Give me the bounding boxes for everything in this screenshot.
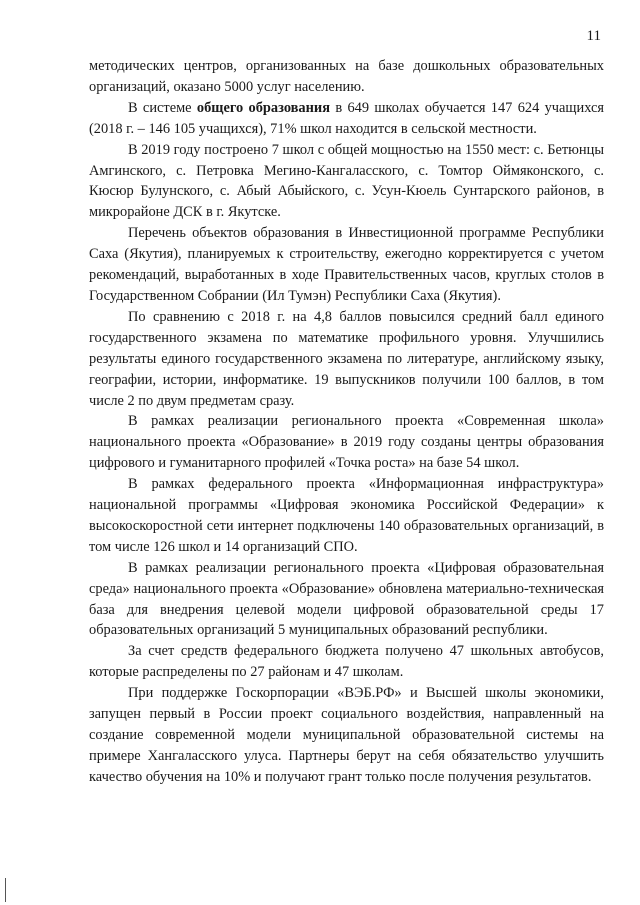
paragraph-exam-results: По сравнению с 2018 г. на 4,8 баллов повысился средний балл единого государственного экзамена по математике профильного уровня. Улучшились результаты единого государственного экзамена по литературе, английскому языку, географии, истории, информатике. 19 выпускников получили 100 баллов, в том числе 2 по двум предметам сразу. bbox=[89, 308, 604, 409]
paragraph-general-education-pre: В системе bbox=[128, 99, 197, 116]
document-body bbox=[89, 56, 604, 788]
paragraph-investment-program: Перечень объектов образования в Инвестиционной программе Республики Саха (Якутия), планируемых к строительству, ежегодно корректируется с учетом рекомендаций, выработанных в ходе Правительственных часов, круглых столов в Государственном Собрании (Ил Тумэн) Республики Саха (Якутия). bbox=[89, 225, 604, 304]
paragraph-preschool-services: методических центров, организованных на базе дошкольных образовательных организаций, оказано 5000 услуг населению. bbox=[89, 58, 604, 95]
paragraph-schools-built: В 2019 году построено 7 школ с общей мощностью на 1550 мест: с. Бетюнцы Амгинского, с. Петровка Мегино-Кангаласского, с. Томтор Оймяконского, с. Кюсюр Булунского, с. Абый Абыйского, с. Усун-Кюель Сунтарского районов, в микрорайоне ДСК в г. Якутске. bbox=[89, 141, 604, 221]
paragraph-school-buses: За счет средств федерального бюджета получено 47 школьных автобусов, которые распределены по 27 районам и 47 школам. bbox=[89, 643, 604, 681]
paragraph-digital-environment: В рамках реализации регионального проекта «Цифровая образовательная среда» национального проекта «Образование» обновлена материально-техническая база для внедрения целевой модели цифровой образовательной среды 17 образовательных организаций 5 муниципальных образований республики. bbox=[89, 559, 604, 639]
paragraph-social-impact-project: При поддержке Госкорпорации «ВЭБ.РФ» и Высшей школы экономики, запущен первый в России проект социального воздействия, направленный на создание современной модели муниципальной образовательной системы на примере Хангаласского улуса. Партнеры берут на себя обязательство улучшить качество обучения на 10% и получают грант только после получения результатов. bbox=[89, 685, 604, 785]
paragraph-general-education bbox=[89, 98, 604, 140]
page-number: 11 bbox=[586, 28, 601, 44]
scan-margin-mark bbox=[5, 878, 6, 902]
paragraph-info-infrastructure: В рамках федерального проекта «Информационная инфраструктура» национальной программы «Цифровая экономика Российской Федерации» к высокоскоростной сети интернет подключены 140 образовательных организаций, в том числе 126 школ и 14 организаций СПО. bbox=[89, 476, 604, 555]
paragraph-modern-school: В рамках реализации регионального проекта «Современная школа» национального проекта «Образование» в 2019 году созданы центры образования цифрового и гуманитарного профилей «Точка роста» на базе 54 школ. bbox=[89, 413, 604, 472]
general-education-term: общего образования bbox=[196, 99, 330, 116]
paragraph-general-education-post: в 649 школах обучается 147 624 учащихся (2018 г. – 146 105 учащихся), 71% школ находится в сельской местности. bbox=[89, 99, 604, 137]
